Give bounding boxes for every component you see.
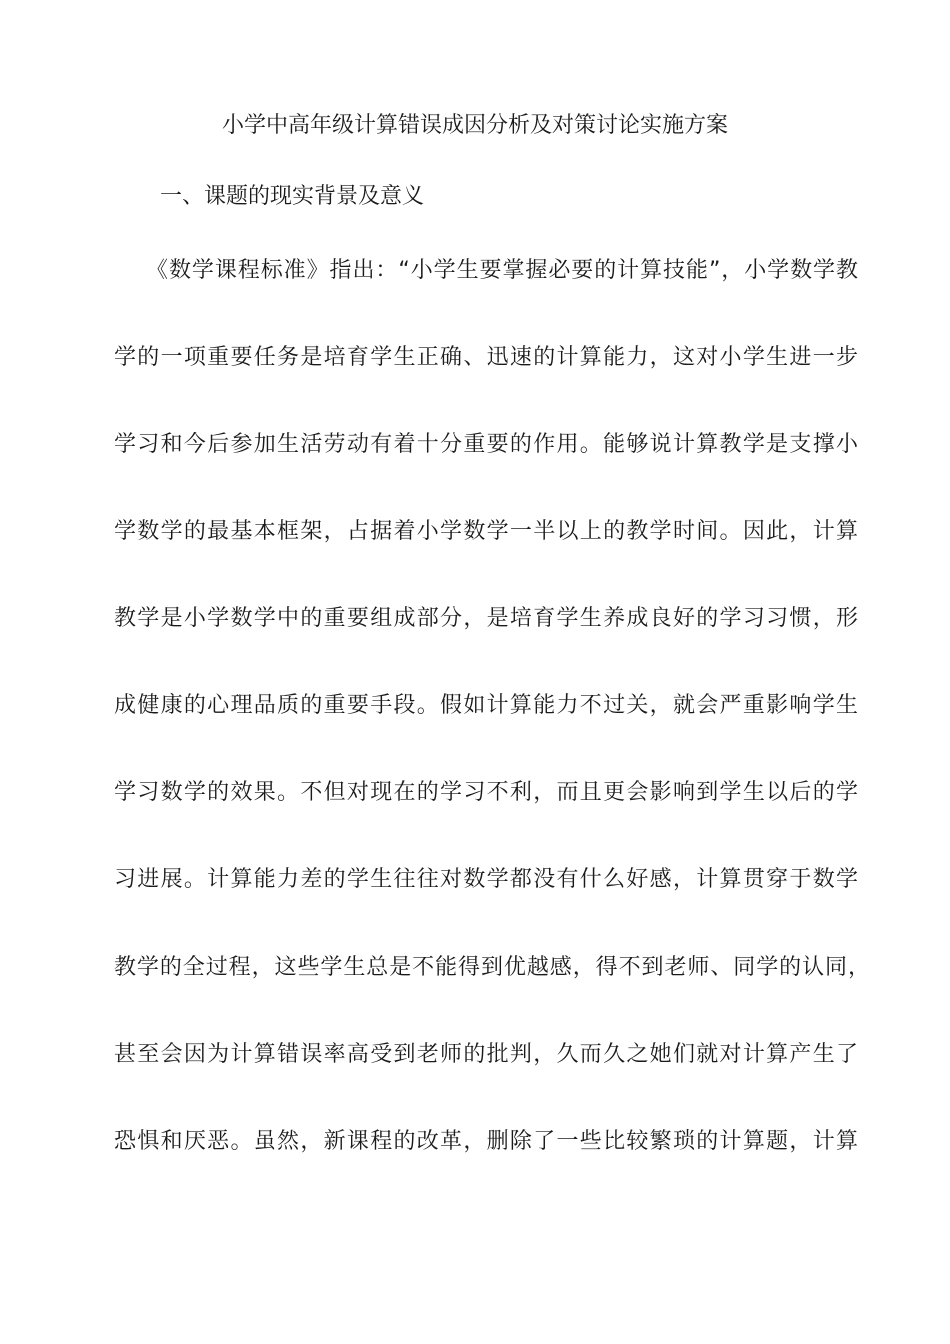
paragraph-line: 习进展。计算能力差的学生往往对数学都没有什么好感，计算贯穿于数学 — [114, 867, 858, 892]
paragraph-line: 甚至会因为计算错误率高受到老师的批判，久而久之她们就对计算产生了 — [114, 1042, 858, 1067]
paragraph-line: 学数学的最基本框架，占据着小学数学一半以上的教学时间。因此，计算 — [114, 519, 858, 544]
section-heading: 一、课题的现实背景及意义 — [160, 184, 425, 209]
paragraph-line: 学习和今后参加生活劳动有着十分重要的作用。能够说计算教学是支撑小 — [114, 432, 858, 457]
paragraph-line: 教学的全过程，这些学生总是不能得到优越感，得不到老师、同学的认同， — [114, 955, 870, 980]
paragraph-line: 恐惧和厌恶。虽然，新课程的改革，删除了一些比较繁琐的计算题，计算 — [114, 1129, 858, 1154]
paragraph-line: 学的一项重要任务是培育学生正确、迅速的计算能力，这对小学生进一步 — [114, 345, 858, 370]
paragraph-line: 学习数学的效果。不但对现在的学习不利，而且更会影响到学生以后的学 — [114, 780, 858, 805]
paragraph-line: 成健康的心理品质的重要手段。假如计算能力不过关，就会严重影响学生 — [114, 693, 858, 718]
paragraph-line: 《数学课程标准》指出：“小学生要掌握必要的计算技能”，小学数学教 — [146, 258, 858, 283]
paragraph-line: 教学是小学数学中的重要组成部分，是培育学生养成良好的学习习惯，形 — [114, 606, 858, 631]
document-title: 小学中高年级计算错误成因分析及对策讨论实施方案 — [221, 113, 728, 138]
